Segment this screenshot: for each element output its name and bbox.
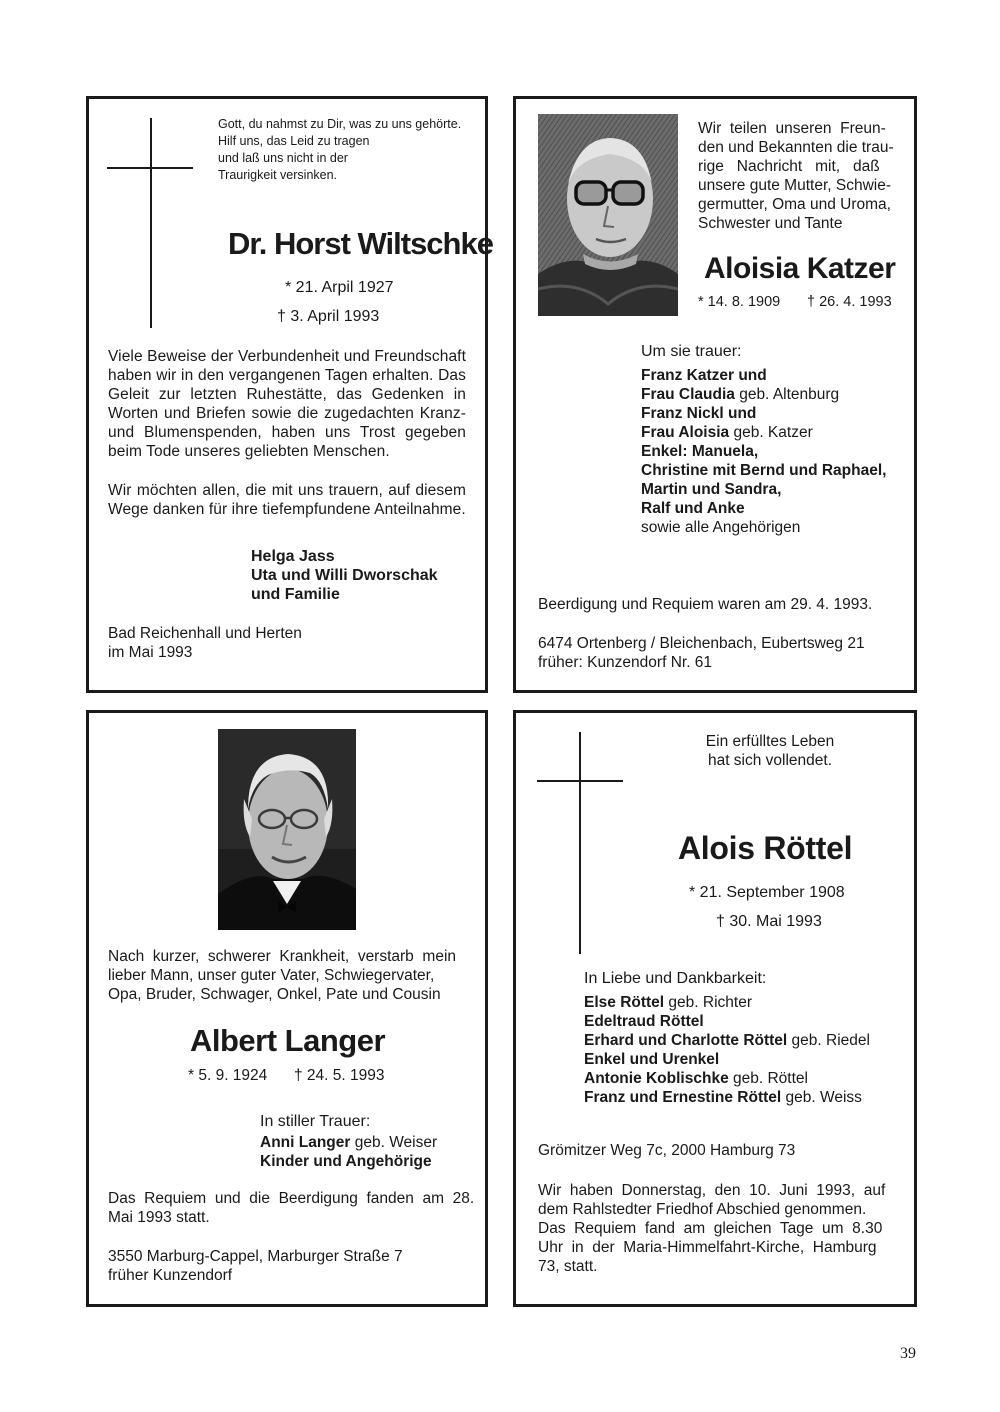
- notice1-thanks2: [108, 481, 466, 519]
- mourner-line: Enkel: Manuela,: [641, 443, 759, 460]
- mourner-line: sowie alle Angehörigen: [641, 519, 801, 536]
- address-line: 6474 Ortenberg / Bleichenbach, Eubertsweg 21: [538, 635, 865, 652]
- mourner-line: Franz Nickl und: [641, 405, 757, 422]
- intro-line: unsere gute Mutter, Schwie-: [698, 177, 891, 194]
- intro-line: Nach kurzer, schwerer Krankheit, verstarb mein: [108, 948, 457, 965]
- mourner-line: Martin und Sandra,: [641, 481, 782, 498]
- cross-icon-bar: [537, 780, 623, 782]
- mourner-line: Frau Aloisia geb. Katzer: [641, 424, 813, 441]
- notice4-mourn-label: In Liebe und Dankbarkeit:: [584, 970, 767, 987]
- notice3-funeral: [108, 1189, 474, 1227]
- notice1-born: * 21. Arpil 1927: [285, 279, 394, 296]
- intro-line: germutter, Oma und Uroma,: [698, 196, 891, 213]
- funeral-line: Das Requiem und die Beerdigung fanden am 28.: [108, 1190, 475, 1207]
- verse-line: hat sich vollendet.: [707, 752, 833, 769]
- notice3-born: * 5. 9. 1924: [188, 1067, 268, 1084]
- notice4-farewell: [538, 1181, 885, 1276]
- mourner-line: Anni Langer geb. Weiser: [260, 1134, 438, 1151]
- intro-line: den und Bekannten die trau-: [698, 139, 894, 156]
- cross-icon: [579, 732, 581, 954]
- notice4-address: Grömitzer Weg 7c, 2000 Hamburg 73: [538, 1142, 796, 1159]
- signer: Helga Jass: [251, 548, 335, 565]
- notice2-address: [538, 634, 865, 672]
- verse-line: Ein erfülltes Leben: [705, 733, 835, 750]
- notice3-mourners: [260, 1133, 437, 1171]
- notice2-mourn-label: Um sie trauer:: [641, 343, 742, 360]
- mourner-line: Antonie Koblischke geb. Röttel: [584, 1070, 808, 1087]
- mourner-line: Christine mit Bernd und Raphael,: [641, 462, 887, 479]
- mourner-line: Frau Claudia geb. Altenburg: [641, 386, 840, 403]
- notice2-intro: [698, 119, 894, 233]
- verse-line: Hilf uns, das Leid zu tragen: [218, 134, 370, 148]
- page-number: 39: [900, 1345, 916, 1362]
- address-line: 3550 Marburg-Cappel, Marburger Straße 7: [108, 1248, 403, 1265]
- farewell-line: Wir haben Donnerstag, den 10. Juni 1993, auf: [538, 1182, 886, 1199]
- thanks-paragraph: Wir möchten allen, die mit uns trauern, auf diesem Wege danken für ihre tiefempfundene Anteilnahme.: [108, 482, 466, 518]
- notice1-verse: [218, 116, 461, 184]
- signer: Uta und Willi Dworschak: [251, 567, 438, 584]
- notice4-died: † 30. Mai 1993: [716, 913, 822, 930]
- notice2-name: Aloisia Katzer: [704, 252, 896, 285]
- farewell-line: 73, statt.: [538, 1258, 598, 1275]
- address-line: früher Kunzendorf: [108, 1267, 233, 1284]
- notice2-died: † 26. 4. 1993: [807, 294, 892, 310]
- notice3-address: [108, 1247, 403, 1285]
- portrait-photo: [218, 729, 356, 930]
- verse-line: und laß uns nicht in der: [218, 151, 348, 165]
- notice1-signers: [251, 547, 438, 604]
- intro-line: Schwester und Tante: [698, 215, 843, 232]
- intro-line: rige Nachricht mit, daß: [698, 158, 880, 175]
- cross-icon: [150, 118, 152, 328]
- farewell-line: dem Rahlstedter Friedhof Abschied genommen.: [538, 1201, 867, 1218]
- notice3-intro: [108, 947, 466, 1004]
- notice3-died: † 24. 5. 1993: [294, 1067, 385, 1084]
- notice3-name: Albert Langer: [190, 1023, 386, 1058]
- notice4-mourners: [584, 993, 870, 1107]
- cross-icon-bar: [107, 167, 193, 169]
- notice3-mourn-label: In stiller Trauer:: [260, 1113, 371, 1130]
- notice1-name: Dr. Horst Wiltschke: [228, 226, 493, 261]
- funeral-line: Mai 1993 statt.: [108, 1209, 210, 1226]
- notice4-born: * 21. September 1908: [689, 884, 845, 901]
- mourner-line: Kinder und Angehörige: [260, 1153, 432, 1170]
- place-line: im Mai 1993: [108, 644, 193, 661]
- mourner-line: Edeltraud Röttel: [584, 1013, 704, 1030]
- intro-line: lieber Mann, unser guter Vater, Schwiegervater,: [108, 967, 435, 984]
- portrait-photo: [538, 114, 678, 316]
- mourner-line: Else Röttel geb. Richter: [584, 994, 752, 1011]
- notice1-thanks: [108, 347, 466, 461]
- mourner-line: Franz Katzer und: [641, 367, 767, 384]
- notice1-died: † 3. April 1993: [277, 308, 380, 325]
- notice2-funeral: Beerdigung und Requiem waren am 29. 4. 1993.: [538, 596, 873, 613]
- verse-line: Gott, du nahmst zu Dir, was zu uns gehörte.: [218, 117, 462, 131]
- mourner-line: Enkel und Urenkel: [584, 1051, 720, 1068]
- intro-line: Opa, Bruder, Schwager, Onkel, Pate und Cousin: [108, 986, 441, 1003]
- notice2-mourners: [641, 366, 886, 537]
- notice4-verse: [686, 732, 854, 770]
- notice4-name: Alois Röttel: [678, 830, 853, 866]
- thanks-paragraph: Viele Beweise der Verbundenheit und Freundschaft haben wir in den vergangenen Tagen erhalten. Das Geleit zur letzten Ruhestätte, das Gedenken in Worten und Briefen sowie die zugedachten Kranz- und Blumenspenden, haben uns Trost gegeben beim Tode unseres geliebten Menschen.: [108, 348, 466, 460]
- signer: und Familie: [251, 586, 340, 603]
- verse-line: Traurigkeit versinken.: [218, 168, 338, 182]
- mourner-line: Ralf und Anke: [641, 500, 745, 517]
- place-line: Bad Reichenhall und Herten: [108, 625, 302, 642]
- mourner-line: Franz und Ernestine Röttel geb. Weiss: [584, 1089, 862, 1106]
- farewell-line: Das Requiem fand am gleichen Tage um 8.30: [538, 1220, 883, 1237]
- notice1-place: [108, 624, 302, 662]
- notice2-born: * 14. 8. 1909: [698, 294, 781, 310]
- address-line: früher: Kunzendorf Nr. 61: [538, 654, 713, 671]
- farewell-line: Uhr in der Maria-Himmelfahrt-Kirche, Hamburg: [538, 1239, 877, 1256]
- mourner-line: Erhard und Charlotte Röttel geb. Riedel: [584, 1032, 870, 1049]
- intro-line: Wir teilen unseren Freun-: [698, 120, 886, 137]
